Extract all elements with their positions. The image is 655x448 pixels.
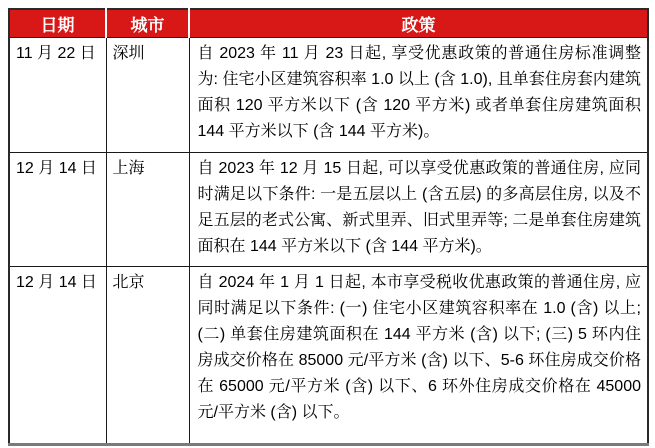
city-cell: 上海 — [106, 153, 189, 267]
city-cell: 北京 — [106, 267, 189, 445]
policy-cell: 自 2023 年 12 月 15 日起, 可以享受优惠政策的普通住房, 应同时满足以下条件: 一是五层以上 (含五层) 的多高层住房, 以及不足五层的老式公寓、新式里弄、旧式里弄等; 二是单套住房建筑面积在 144 平方米以下 (含 144 平方米)。 — [189, 153, 648, 267]
table-row-shenzhen — [9, 38, 648, 153]
city-cell: 深圳 — [106, 38, 189, 153]
table-row-beijing — [9, 267, 648, 445]
housing-policy-table — [8, 8, 649, 446]
table-row-shanghai — [9, 153, 648, 267]
column-header-policy: 政策 — [189, 9, 648, 38]
column-header-date: 日期 — [9, 9, 106, 38]
policy-cell: 自 2023 年 11 月 23 日起, 享受优惠政策的普通住房标准调整为: 住宅小区建筑容积率 1.0 以上 (含 1.0), 且单套住房套内建筑面积 120 平方米以下 (含 120 平方米) 或者单套住房建筑面积 144 平方米以下 (含 144 平方米)。 — [189, 38, 648, 153]
date-cell: 12 月 14 日 — [9, 267, 106, 445]
column-header-city: 城市 — [106, 9, 189, 38]
header-row — [9, 9, 648, 38]
date-cell: 11 月 22 日 — [9, 38, 106, 153]
policy-cell: 自 2024 年 1 月 1 日起, 本市享受税收优惠政策的普通住房, 应同时满足以下条件: (一) 住宅小区建筑容积率在 1.0 (含) 以上; (二) 单套住房建筑面积在 144 平方米 (含) 以下; (三) 5 环内住房成交价格在 85000 元/平方米 (含) 以下、5-6 环住房成交价格在 65000 元/平方米 (含) 以下、6 环外住房成交价格在 45000 元/平方米 (含) 以下。 — [189, 267, 648, 445]
date-cell: 12 月 14 日 — [9, 153, 106, 267]
